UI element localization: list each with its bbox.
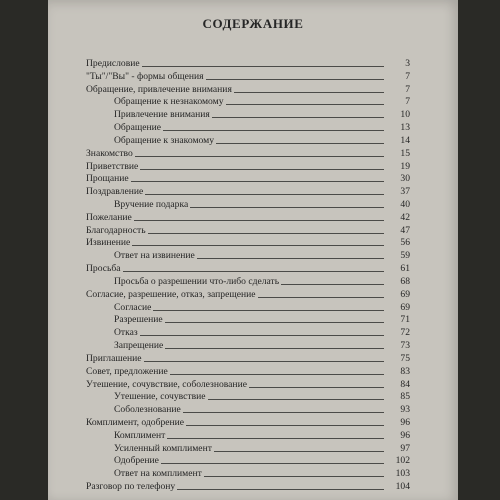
toc-entry[interactable] [48,95,458,108]
toc-entry[interactable] [48,429,458,442]
toc-entry-page-number: 75 [400,352,410,364]
toc-leader-line [165,322,384,323]
toc-entry-page-number: 84 [400,378,410,390]
toc-entry[interactable] [48,211,458,224]
toc-entry-label: Извинение [86,237,131,249]
toc-leader-line [208,399,385,400]
toc-leader-line [204,476,384,477]
toc-entry-page-number: 102 [395,455,410,467]
toc-leader-line [165,348,384,349]
toc-entry-label: Просьба [86,263,121,275]
toc-leader-line [249,387,384,388]
toc-leader-line [131,181,384,182]
toc-entry-label: Вручение подарка [114,199,189,211]
toc-entry-label: Согласие [114,301,152,313]
toc-leader-line [163,130,384,131]
toc-entry[interactable] [48,70,458,83]
toc-leader-line [148,233,384,234]
toc-entry-page-number: 13 [400,122,410,134]
toc-leader-line [186,425,384,426]
toc-entry-page-number: 40 [400,199,410,211]
toc-entry[interactable] [48,160,458,173]
toc-leader-line [161,463,384,464]
toc-entry-label: Одобрение [114,455,159,467]
toc-leader-line [123,271,384,272]
toc-entry-page-number: 10 [400,109,410,121]
toc-leader-line [145,194,384,195]
toc-entry-label: Запрещение [114,340,164,352]
toc-entry[interactable] [48,249,458,262]
toc-leader-line [212,117,384,118]
toc-entry[interactable] [48,390,458,403]
toc-entry-page-number: 97 [400,442,410,454]
toc-entry-label: Просьба о разрешении что-либо сделать [114,275,280,287]
toc-leader-line [216,143,384,144]
toc-entry-page-number: 61 [400,263,410,275]
toc-entry-label: Ответ на извинение [114,250,195,262]
toc-entry-page-number: 69 [400,301,410,313]
toc-leader-line [214,451,384,452]
toc-leader-line [281,284,384,285]
toc-entry-page-number: 85 [400,391,410,403]
toc-entry-page-number: 42 [400,211,410,223]
toc-entry-label: Благодарность [86,224,146,236]
toc-entry[interactable] [48,301,458,314]
toc-entry-label: Отказ [114,327,138,339]
toc-entry[interactable] [48,224,458,237]
toc-entry[interactable] [48,288,458,301]
toc-entry-label: Пожелание [86,211,132,223]
toc-leader-line [197,258,384,259]
toc-entry-label: Соболезнование [114,404,181,416]
toc-entry-page-number: 59 [400,250,410,262]
toc-entry-page-number: 71 [400,314,410,326]
toc-leader-line [206,79,384,80]
toc-entry-page-number: 30 [400,173,410,185]
toc-entry-page-number: 72 [400,327,410,339]
toc-entry[interactable] [48,467,458,480]
toc-entry-page-number: 47 [400,224,410,236]
toc-leader-line [170,374,384,375]
toc-entry[interactable] [48,134,458,147]
toc-entry[interactable] [48,121,458,134]
toc-entry[interactable] [48,147,458,160]
toc-entry-label: Согласие, разрешение, отказ, запрещение [86,288,256,300]
toc-entry-label: Утешение, сочувствие [114,391,206,403]
toc-entry-page-number: 3 [405,58,410,69]
toc-entry-page-number: 15 [400,147,410,159]
toc-leader-line [177,489,384,490]
toc-entry-page-number: 7 [405,83,410,95]
toc-entry[interactable] [48,172,458,185]
toc-entry-label: "Ты"/"Вы" - формы общения [86,70,204,82]
toc-entry[interactable] [48,480,458,493]
toc-entry-label: Обращение, привлечение внимания [86,83,232,95]
toc-entry-label: Комплимент, одобрение [86,416,185,428]
toc-entry-label: Привлечение внимания [114,109,210,121]
toc-entry[interactable] [48,378,458,391]
table-of-contents [48,0,458,500]
page-title: СОДЕРЖАНИЕ [202,16,304,31]
toc-leader-line [132,245,384,246]
toc-leader-line [234,92,384,93]
toc-entry[interactable] [48,326,458,339]
toc-entry[interactable] [48,57,458,70]
toc-entry-page-number: 104 [395,481,410,493]
toc-entry-page-number: 96 [400,429,410,441]
toc-leader-line [144,361,384,362]
toc-leader-line [142,66,384,67]
toc-entry[interactable] [48,365,458,378]
toc-entry-label: Обращение к знакомому [114,134,215,146]
toc-entry[interactable] [48,262,458,275]
toc-leader-line [183,412,384,413]
toc-entry[interactable] [48,313,458,326]
toc-entry-page-number: 56 [400,237,410,249]
toc-entry-label: Комплимент [114,429,166,441]
toc-entry[interactable] [48,339,458,352]
toc-leader-line [140,335,384,336]
toc-entry-page-number: 69 [400,288,410,300]
toc-entry[interactable] [48,403,458,416]
toc-entry-label: Приглашение [86,352,142,364]
toc-leader-line [135,156,384,157]
toc-leader-line [134,220,384,221]
toc-entry-label: Знакомство [86,147,133,159]
toc-entry-label: Приветствие [86,160,139,172]
toc-entry-label: Поздравление [86,186,144,198]
toc-entry[interactable] [48,83,458,96]
toc-entry-page-number: 14 [400,134,410,146]
toc-entry-label: Утешение, сочувствие, соболезнование [86,378,247,390]
toc-entry-page-number: 96 [400,416,410,428]
toc-entry[interactable] [48,352,458,365]
toc-entry-page-number: 19 [400,160,410,172]
toc-entry[interactable] [48,185,458,198]
toc-entry-label: Обращение [114,122,162,134]
toc-entry-page-number: 83 [400,365,410,377]
toc-entry-page-number: 68 [400,275,410,287]
toc-entry[interactable] [48,454,458,467]
toc-entry-label: Совет, предложение [86,365,168,377]
toc-entry-page-number: 93 [400,404,410,416]
toc-entry[interactable] [48,442,458,455]
toc-entry[interactable] [48,108,458,121]
toc-entry[interactable] [48,275,458,288]
toc-entry-page-number: 37 [400,186,410,198]
toc-entry-label: Разговор по телефону [86,481,176,493]
toc-entry-label: Усиленный комплимент [114,442,212,454]
toc-entry[interactable] [48,416,458,429]
toc-entry-label: Прощание [86,173,129,185]
toc-leader-line [190,207,384,208]
toc-entry[interactable] [48,236,458,249]
toc-entry[interactable] [48,198,458,211]
toc-entry-label: Обращение к незнакомому [114,96,224,108]
toc-entry-label: Ответ на комплимент [114,468,202,480]
toc-entry-label: Разрешение [114,314,163,326]
toc-leader-line [140,169,384,170]
book-page [48,0,458,500]
toc-leader-line [226,104,384,105]
toc-entry-page-number: 73 [400,340,410,352]
toc-entry-page-number: 103 [395,468,410,480]
toc-entry-label: Предисловие [86,58,140,69]
toc-entry-page-number: 7 [405,96,410,108]
toc-entry-page-number: 7 [405,70,410,82]
toc-leader-line [167,438,384,439]
toc-leader-line [258,297,384,298]
toc-leader-line [153,310,384,311]
